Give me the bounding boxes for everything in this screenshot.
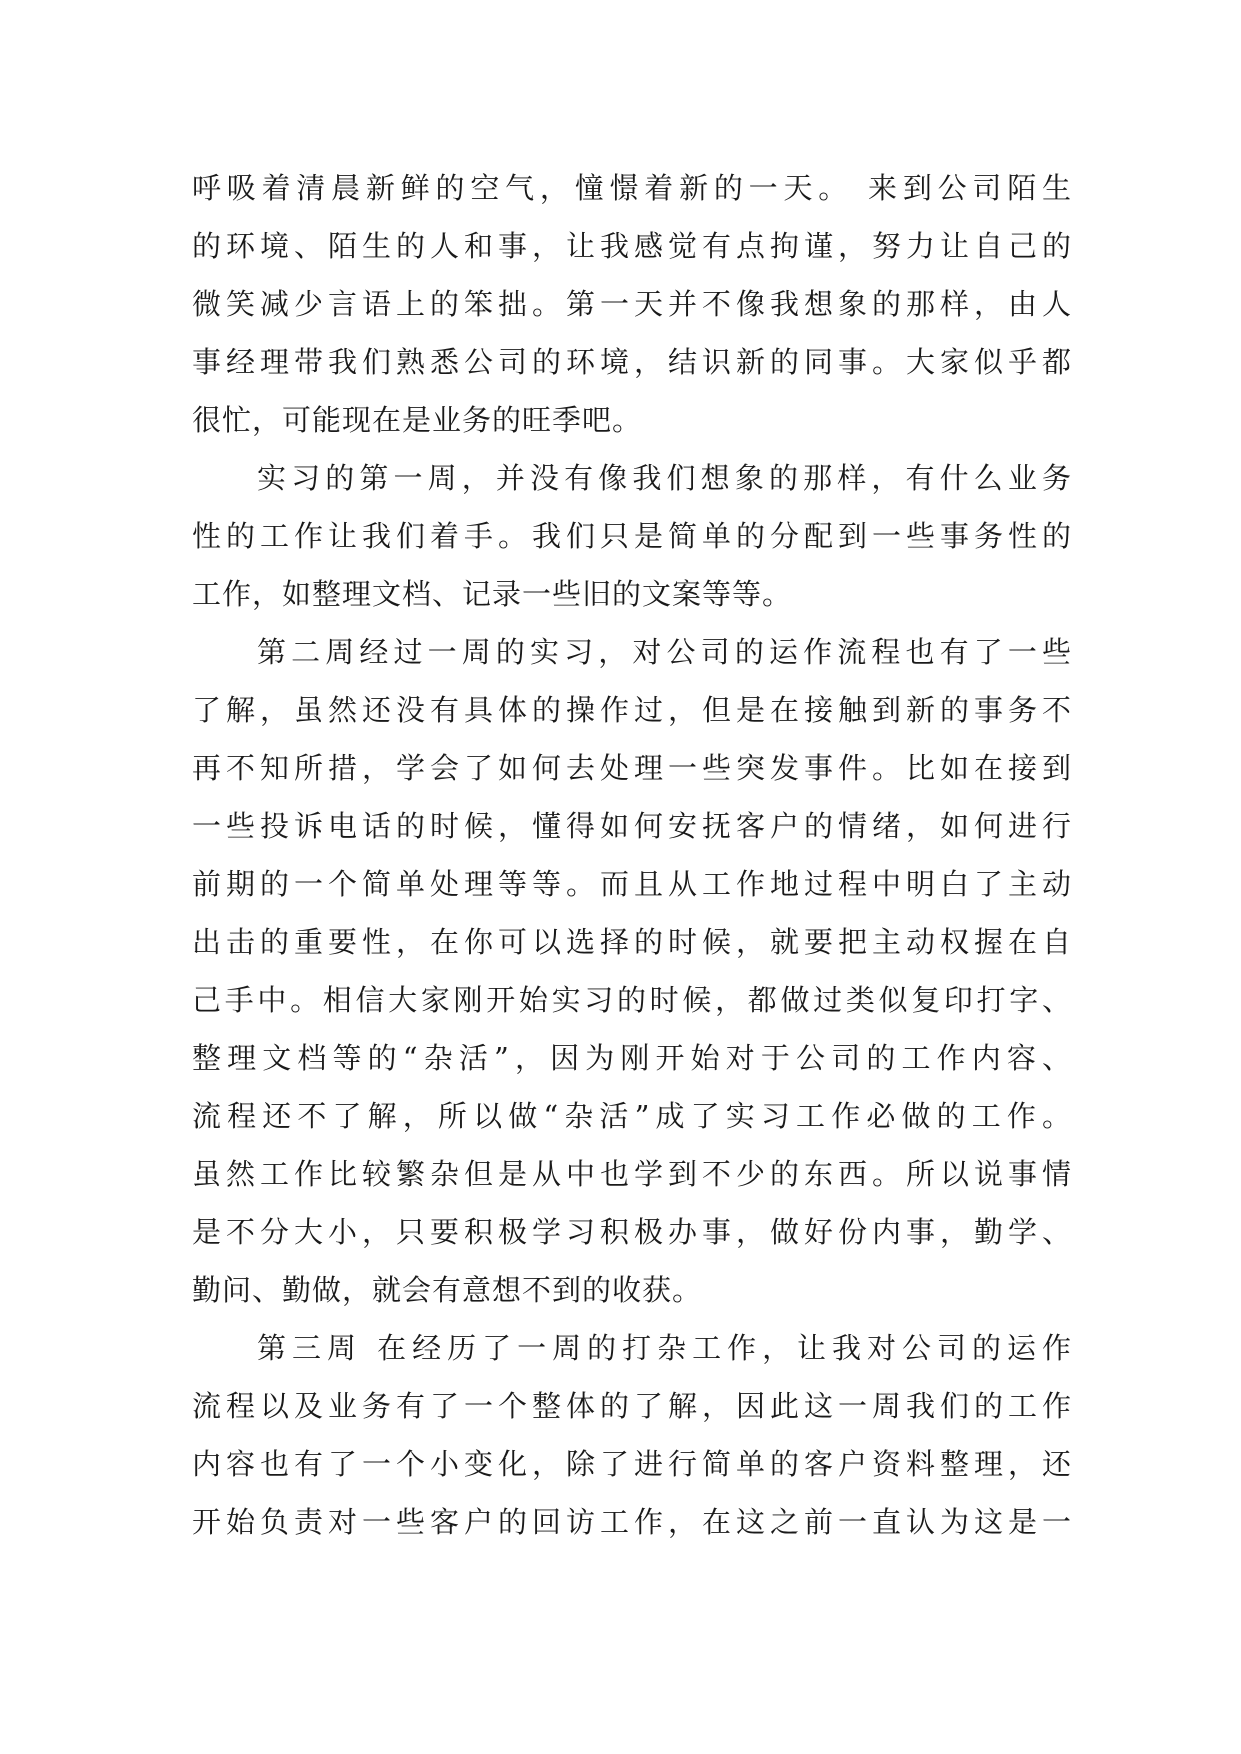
text-line: 了解，虽然还没有具体的操作过，但是在接触到新的事务不 — [192, 693, 1072, 727]
text-line: 工作，如整理文档、记录一些旧的文案等等。 — [192, 577, 793, 611]
text-line: 性的工作让我们着手。我们只是简单的分配到一些事务性的 — [192, 519, 1072, 553]
text-line: 流程还不了解，所以做“杂活”成了实习工作必做的工作。 — [192, 1099, 1072, 1133]
text-line: 再不知所措，学会了如何去处理一些突发事件。比如在接到 — [192, 751, 1072, 785]
text-line: 很忙，可能现在是业务的旺季吧。 — [192, 403, 643, 437]
text-line: 出击的重要性，在你可以选择的时候，就要把主动权握在自 — [192, 925, 1072, 959]
text-line: 内容也有了一个小变化，除了进行简单的客户资料整理，还 — [192, 1447, 1072, 1481]
text-line: 虽然工作比较繁杂但是从中也学到不少的东西。所以说事情 — [192, 1157, 1072, 1191]
text-line: 整理文档等的“杂活”，因为刚开始对于公司的工作内容、 — [192, 1041, 1072, 1075]
text-line: 流程以及业务有了一个整体的了解，因此这一周我们的工作 — [192, 1389, 1072, 1423]
text-line: 开始负责对一些客户的回访工作，在这之前一直认为这是一 — [192, 1505, 1072, 1539]
text-line: 呼吸着清晨新鲜的空气，憧憬着新的一天。 来到公司陌生 — [192, 171, 1072, 205]
text-line: 勤问、勤做，就会有意想不到的收获。 — [192, 1273, 703, 1307]
paragraph-first-line: 实习的第一周，并没有像我们想象的那样，有什么业务 — [257, 461, 1072, 495]
text-line: 是不分大小，只要积极学习积极办事，做好份内事，勤学、 — [192, 1215, 1072, 1249]
text-line: 一些投诉电话的时候，懂得如何安抚客户的情绪，如何进行 — [192, 809, 1072, 843]
paragraph-first-line: 第二周经过一周的实习，对公司的运作流程也有了一些 — [257, 635, 1072, 669]
paragraph-first-line: 第三周 在经历了一周的打杂工作，让我对公司的运作 — [257, 1331, 1072, 1365]
text-line: 的环境、陌生的人和事，让我感觉有点拘谨，努力让自己的 — [192, 229, 1072, 263]
text-line: 前期的一个简单处理等等。而且从工作地过程中明白了主动 — [192, 867, 1072, 901]
body-text — [192, 159, 1072, 1551]
text-line: 微笑减少言语上的笨拙。第一天并不像我想象的那样，由人 — [192, 287, 1072, 321]
text-line: 事经理带我们熟悉公司的环境，结识新的同事。大家似乎都 — [192, 345, 1072, 379]
text-line: 己手中。相信大家刚开始实习的时候，都做过类似复印打字、 — [192, 983, 1072, 1017]
